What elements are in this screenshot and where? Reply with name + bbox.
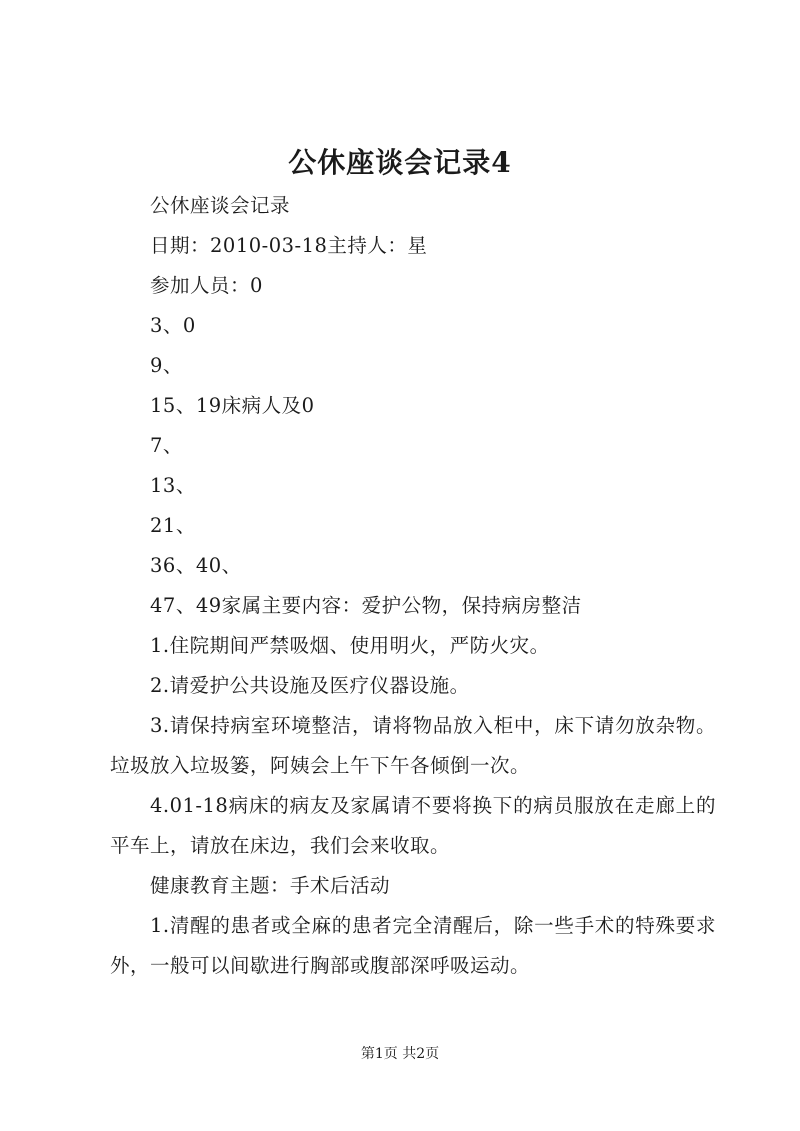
page-footer bbox=[0, 1044, 800, 1064]
paragraph: 公休座谈会记录 bbox=[150, 194, 291, 217]
paragraph: 3.请保持病室环境整洁，请将物品放入柜中，床下请勿放杂物。垃圾放入垃圾篓，阿姨会上午下午各倾倒一次。 bbox=[110, 714, 716, 777]
paragraph: 1.住院期间严禁吸烟、使用明火，严防火灾。 bbox=[150, 634, 550, 657]
paragraph: 1.清醒的患者或全麻的患者完全清醒后，除一些手术的特殊要求外，一般可以间歇进行胸部或腹部深呼吸运动。 bbox=[110, 914, 716, 977]
document-body bbox=[110, 186, 716, 986]
paragraph: 15、19床病人及0 bbox=[150, 394, 315, 417]
paragraph: 4.01-18病床的病友及家属请不要将换下的病员服放在走廊上的平车上，请放在床边，我们会来收取。 bbox=[110, 794, 716, 857]
paragraph: 日期：2010-03-18主持人：星 bbox=[150, 234, 428, 257]
paragraph: 参加人员：0 bbox=[150, 274, 263, 297]
paragraph: 21、 bbox=[150, 514, 196, 537]
document-title: 公休座谈会记录4 bbox=[288, 146, 512, 179]
paragraph: 3、0 bbox=[150, 314, 196, 337]
paragraph: 7、 bbox=[150, 434, 183, 457]
paragraph: 2.请爱护公共设施及医疗仪器设施。 bbox=[150, 674, 470, 697]
paragraph: 13、 bbox=[150, 474, 196, 497]
paragraph: 9、 bbox=[150, 354, 183, 377]
paragraph: 47、49家属主要内容：爱护公物，保持病房整洁 bbox=[150, 594, 582, 617]
paragraph: 36、40、 bbox=[150, 554, 242, 577]
paragraph: 健康教育主题：手术后活动 bbox=[150, 874, 391, 897]
page-number-label: 第1页 共2页 bbox=[360, 1046, 440, 1062]
